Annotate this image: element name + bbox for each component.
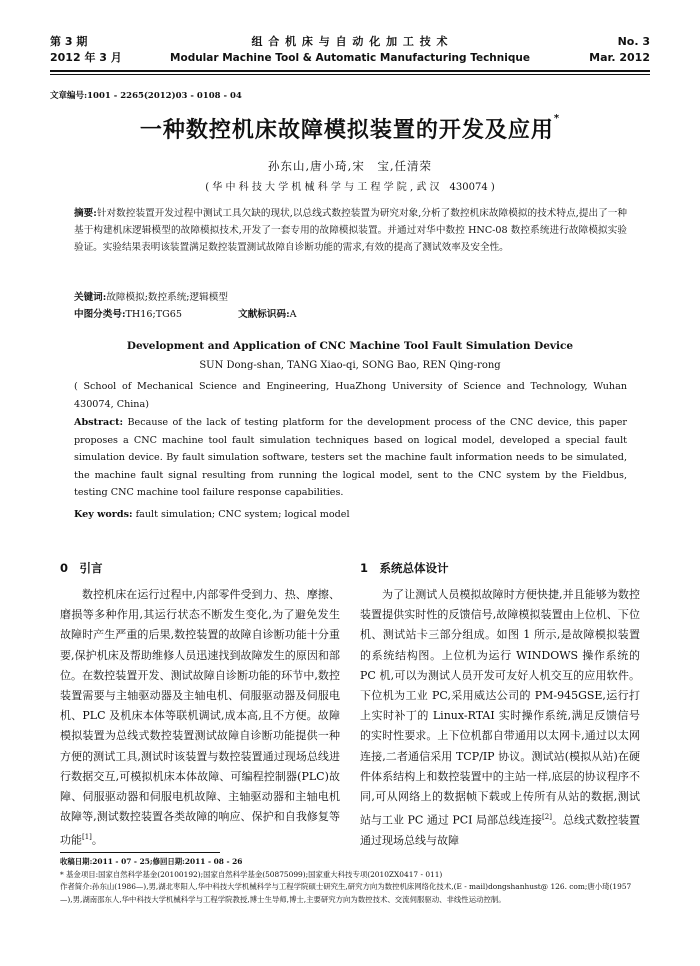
article-number-text: 文章编号:1001 - 2265(2012)03 - 0108 - 04 [50,91,242,101]
keywords-cn-text: 故障模拟;数控系统;逻辑模型 [106,292,228,303]
keywords-en-label: Key words: [74,509,133,520]
keywords-cn [74,289,627,306]
section-1-paragraph [360,585,640,851]
footnote-bio: 作者简介:孙东山(1986—),男,湖北枣阳人,华中科技大学机械科学与工程学院硕士研究生,研究方向为数控机床网络化技术,(E - mail)dongshanhust@ 126. com;唐小琦(1957—),男,湖南邵东人,华中科技大学机械科学与工程学院教授,博士生导师,博士,主要研究方向为数控技术、交流伺服驱动、非线性运动控制。 [60,882,632,904]
section-1-heading: 1 系统总体设计 [360,561,449,575]
affiliation-en: ( School of Mechanical Science and Engineering, HuaZhong University of Science and Technology, Wuhan 430074, China) [74,381,627,410]
abstract-cn-text: 针对数控装置开发过程中测试工具欠缺的现状,以总线式数控装置为研究对象,分析了数控机床故障模拟的技术特点,提出了一种基于构建机床逻辑模型的故障模拟技术,开发了一套专用的故障模拟装置。并通过对华中数控 HNC-08 数控系统进行故障模拟实验验证。实验结果表明该装置满足数控装置测试故障自诊断功能的需求,有效的提高了测试效率及安全性。 [74,208,627,253]
section-0-end: 。 [91,834,103,848]
keywords-en [74,506,627,524]
footnote-received: 收稿日期:2011 - 07 - 25;修回日期:2011 - 08 - 26 [60,857,243,866]
journal-en: Modular Machine Tool & Automatic Manufacturing Technique [170,52,530,64]
date-en: Mar. 2012 [589,51,650,64]
article-number [50,90,450,102]
header-rule-thin [50,74,650,75]
section-1-body [360,585,640,851]
abstract-cn-label: 摘要: [74,208,97,219]
date-cn: 2012 年 3 月 [50,51,122,64]
affiliation-cn: ( 华 中 科 技 大 学 机 械 科 学 与 工 程 学 院 , 武 汉 430074 ) [205,182,495,193]
title-mark: * [553,113,561,124]
section-0-paragraph [60,585,340,851]
journal-cn: 组 合 机 床 与 自 动 化 加 工 技 术 [251,35,449,48]
authors-cn: 孙东山,唐小琦,宋 宝,任清荣 [268,159,432,173]
section-0-heading: 0 引言 [60,561,103,575]
section-0-body [60,585,340,851]
authors-en: SUN Dong-shan, TANG Xiao-qi, SONG Bao, REN Qing-rong [199,360,501,371]
clc-value: TH16;TG65 [125,309,182,320]
section-1-text: 为了让测试人员模拟故障时方便快捷,并且能够为数控装置提供实时性的反馈信号,故障模拟装置由上位机、下位机、测试站卡三部分组成。如图 1 所示,是故障模拟装置的系统结构图。上位机为运行 WINDOWS 操作系统的 PC 机,可以为测试人员开发可友好人机交互的应用软件。下位机为工业 PC,采用威达公司的 PM-945GSE,运行打上实时补丁的 Linux-RTAI 实时操作系统,满足反馈信号的实时性要求。上下位机都自带通用以太网卡,通过以太网连接,二者通信采用 TCP/IP 协议。测试站(模拟从站)在硬件体系结构上和数控装置中的主站一样,底层的协议程序不同,可从网络上的数据帧下载或上传所有从站的数据,测试站与工业 PC 通过 PCI 局部总线连接 [360,588,640,827]
classification-line [74,306,627,323]
header-right [530,34,650,66]
abstract-cn [74,205,627,256]
issue-en: No. 3 [617,35,650,48]
header-center [150,34,550,66]
section-1-end: 。总线式数控装置通过现场总线与故障 [360,813,641,848]
abstract-en-text: Because of the lack of testing platform for the development process of the CNC device, this paper proposes a CNC machine tool fault simulation techniques based on logical model, developed a special fault simulation device. By fault simulation software, testers set the machine fault information needs to be simulated, the machine fault signal resulting from running the logical model, sent to the CNC system by the Fieldbus, testing CNC machine tool failure response capabilities. [74,417,627,498]
title-en: Development and Application of CNC Machine Tool Fault Simulation Device [126,340,574,352]
doc-code-label: 文献标识码: [238,309,290,320]
footnote-rule [60,852,220,853]
section-0-ref: [1] [82,833,92,842]
title-cn-text: 一种数控机床故障模拟装置的开发及应用 [139,118,554,143]
title-cn [50,113,650,144]
issue-cn: 第 3 期 [50,35,88,48]
section-0-text: 数控机床在运行过程中,内部零件受到力、热、摩擦、磨损等多种作用,其运行状态不断发生变化,为了避免发生故障时产生严重的后果,数控装置的故障自诊断功能十分重要,保护机床及帮助维修人员迅速找到故障发生的原因和部位。在数控装置开发、测试故障自诊断功能的环节中,数控装置需要与主轴驱动器及主轴电机、伺服驱动器及伺服电机、PLC 及机床本体等联机调试,成本高,且不方便。故障模拟装置为总线式数控装置测试故障自诊断功能提供一种方便的测试工具,测试时该装置与数控装置通过现场总线进行数据交互,可模拟机床本体故障、可编程控制器(PLC)故障、伺服驱动器和伺服电机故障、主轴驱动器和主轴电机故障等,测试数控装置各类故障的响应、保护和自我修复等功能 [60,588,340,848]
keywords-cn-label: 关键词: [74,292,107,303]
abstract-en [74,414,627,502]
header-rule-thick [50,70,650,72]
abstract-en-label: Abstract: [74,417,124,428]
doc-code-value: A [289,309,297,320]
clc-label: 中图分类号: [74,309,126,320]
footnote-fund: * 基金项目:国家自然科学基金(20100192);国家自然科学基金(50875099);国家重大科技专项(2010ZX0417 - 011) [60,869,443,879]
keywords-en-text: fault simulation; CNC system; logical model [135,509,350,520]
footnotes [60,856,640,906]
section-1-ref: [2] [542,813,552,822]
